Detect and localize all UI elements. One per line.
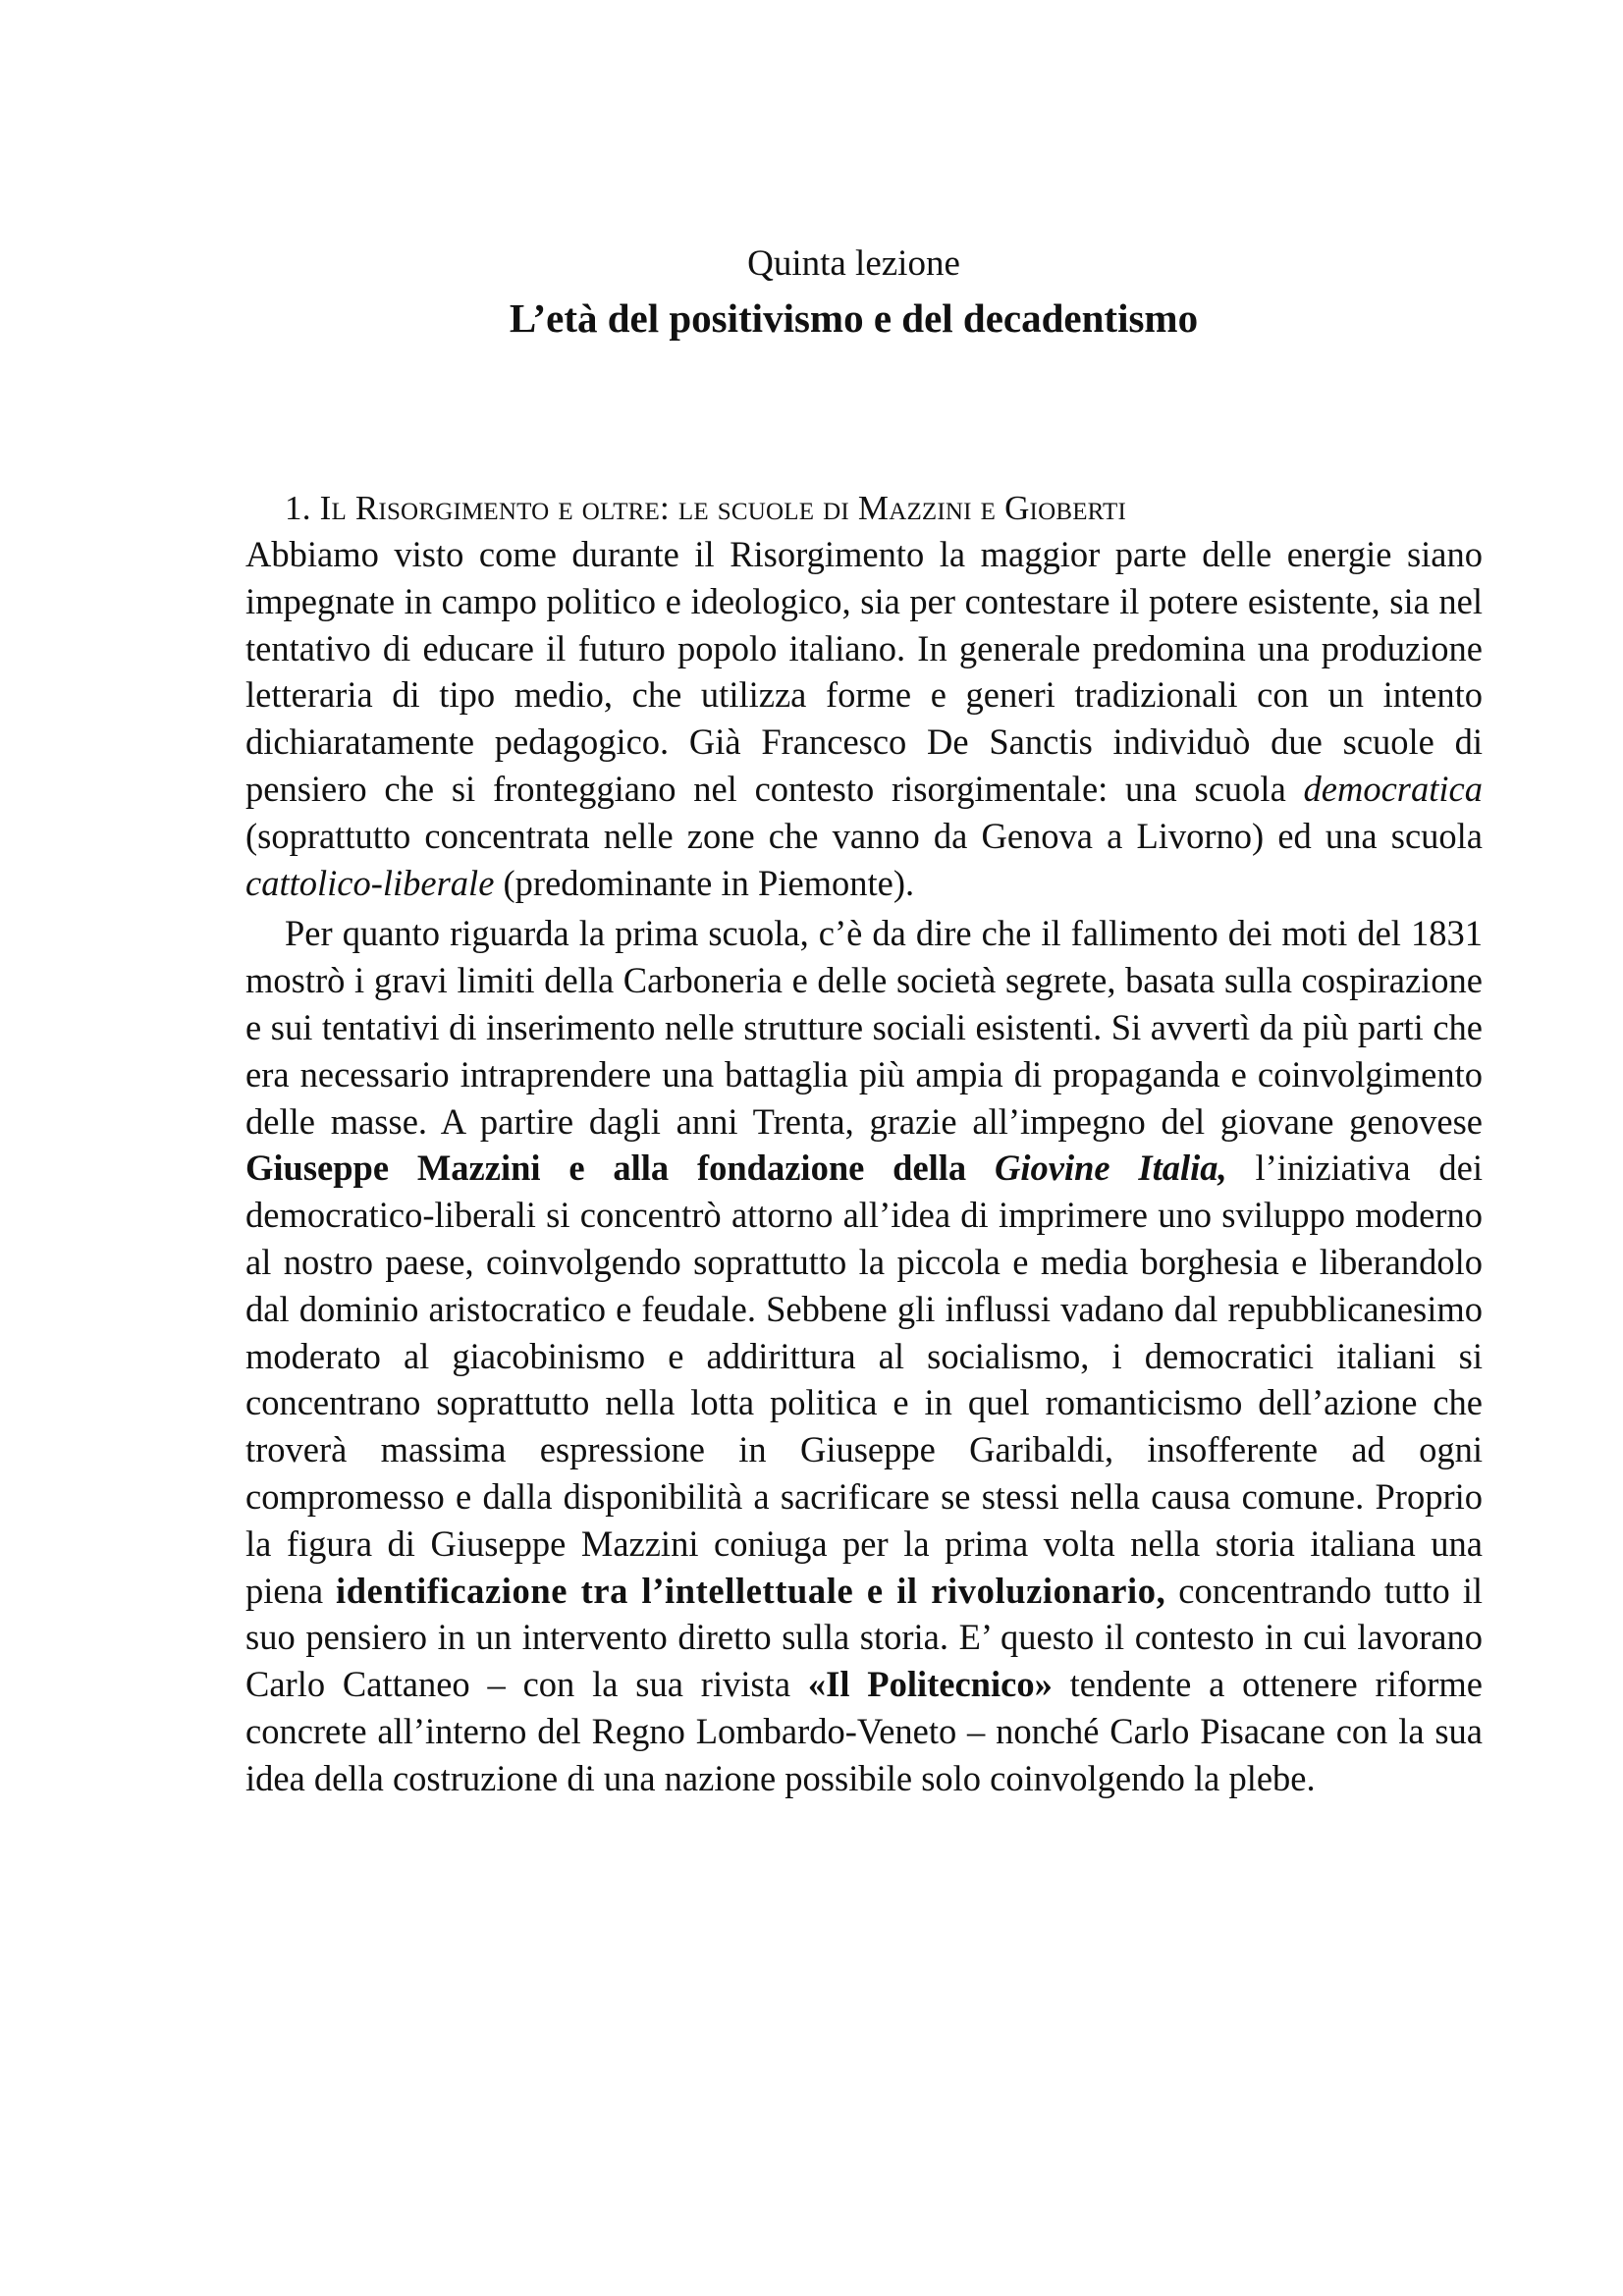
paragraph-1-text-c: (predominante in Piemonte). <box>494 862 915 903</box>
paragraph-2-bold-mazzini: Giuseppe Mazzini e alla fondazione della <box>245 1148 995 1189</box>
lesson-header <box>0 240 1623 346</box>
paragraph-2-text-b: l’iniziativa dei democratico-liberali si concentrò attorno all’idea di imprimere uno sviluppo moderno al nostro paese, coinvolgendo soprattutto la piccola e media borghesia e liberandolo dal dominio aristocratico e feudale. Sebbene gli influssi vadano dal repubblicanesimo moderato al giacobinismo e addirittura al socialismo, i democratici italiani si concentrano soprattutto nella lotta politica e in quel romanticismo dell’azione che troverà massima espressione in Giuseppe Garibaldi, insofferente ad ogni compromesso e dalla disponibilità a sacrificare se stessi nella causa comune. Proprio la figura di Giuseppe Mazzini coniuga per la prima volta nella storia italiana una piena <box>245 1148 1484 1611</box>
paragraph-1 <box>245 531 1483 906</box>
section-heading <box>245 484 1483 533</box>
paragraph-1-text-a: Abbiamo visto come durante il Risorgimento la maggior parte delle energie siano impegnate in campo politico e ideologico, sia per contestare il potere esistente, sia nel tentativo di educare il futuro popolo italiano. In generale predomina una produzione letteraria di tipo medio, che utilizza forme e generi tradizionali con un intento dichiaratamente pedagogico. Già Francesco De Sanctis individuò due scuole di pensiero che si fronteggiano nel contesto risorgimentale: una scuola <box>245 534 1483 809</box>
paragraph-2-bold-italic-giovine-italia: Giovine Italia, <box>995 1148 1227 1189</box>
paragraph-2-text-c: concentrando tutto il suo pensiero in un intervento diretto sulla storia. E’ questo il contesto in cui lavorano Carlo Cattaneo – con la sua rivista <box>245 1570 1483 1705</box>
paragraph-2 <box>245 910 1483 1801</box>
paragraph-2-bold-politecnico: «Il Politecnico» <box>807 1664 1053 1705</box>
lesson-body <box>245 484 1483 1802</box>
section-title: Il Risorgimento e oltre: le scuole di Mazzini e Gioberti <box>319 489 1127 527</box>
paragraph-1-text-b: (soprattutto concentrata nelle zone che vanno da Genova a Livorno) ed una scuola <box>245 815 1483 856</box>
section-number: 1. <box>285 489 311 527</box>
paragraph-2-text-a: Per quanto riguarda la prima scuola, c’è da dire che il fallimento dei moti del 1831 mostrò i gravi limiti della Carboneria e delle società segrete, basata sulla cospirazione e sui tentativi di inserimento nelle strutture sociali esistenti. Si avvertì da più parti che era necessario intraprendere una battaglia più ampia di propaganda e coinvolgimento delle masse. A partire dagli anni Trenta, grazie all’impegno del giovane genovese <box>245 913 1483 1142</box>
lesson-title: L’età del positivismo e del decadentismo <box>509 295 1199 341</box>
paragraph-2-text-d: tendente a ottenere riforme concrete all’interno del Regno Lombardo-Veneto – nonché Carlo Pisacane con la sua idea della costruzione di una nazione possibile solo coinvolgendo la plebe. <box>245 1664 1483 1798</box>
paragraph-2-bold-identificazione: identificazione tra l’intellettuale e il rivoluzionario, <box>335 1570 1166 1611</box>
paragraph-1-italic-democratica: democratica <box>1303 768 1483 809</box>
lesson-label: Quinta lezione <box>747 243 960 284</box>
paragraph-1-italic-cattolico: cattolico-liberale <box>245 862 495 903</box>
